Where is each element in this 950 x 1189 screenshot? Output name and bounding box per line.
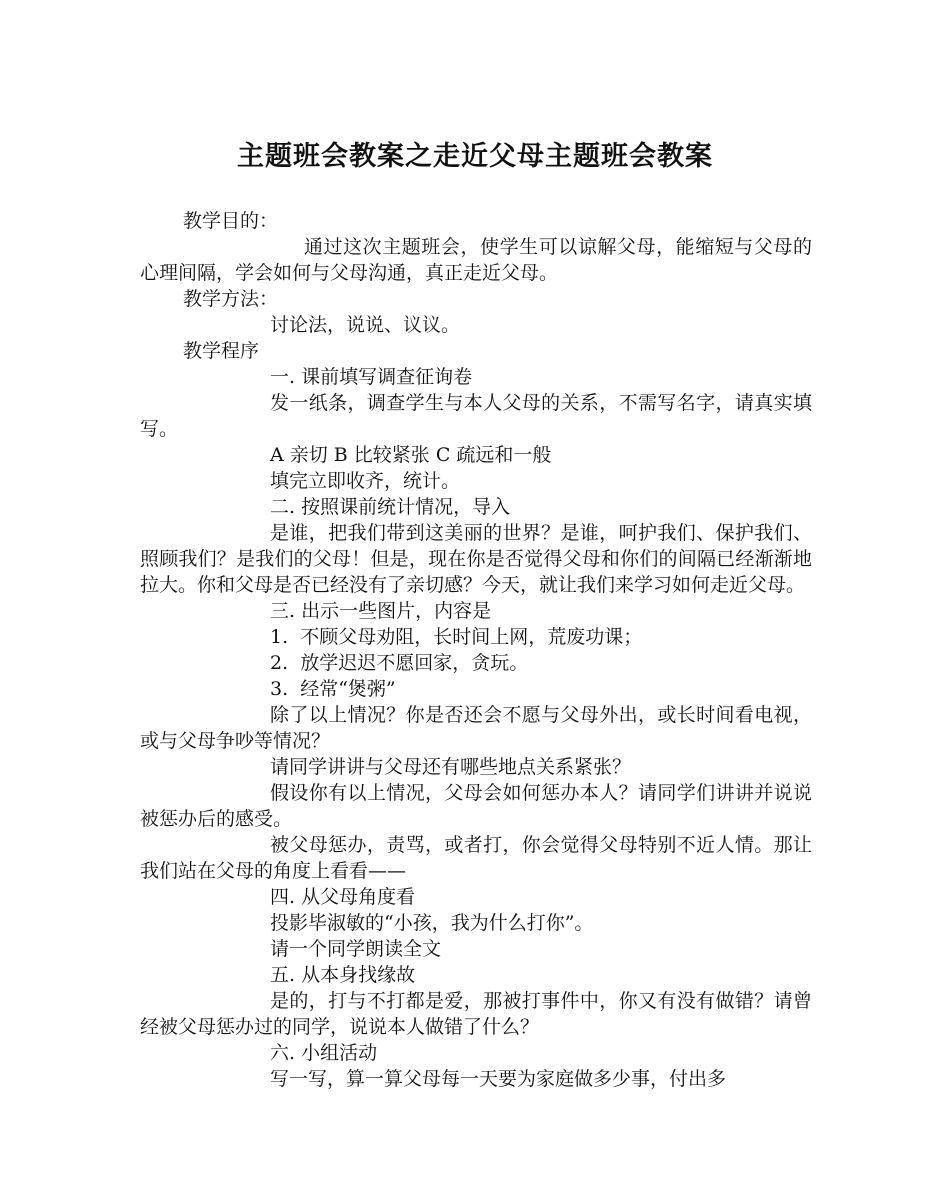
- paragraph-methods: 讨论法，说说、议议。: [270, 314, 461, 336]
- paragraph: 请同学讲讲与父母还有哪些地点关系紧张？: [270, 756, 632, 778]
- paragraph: 填完立即收齐，统计。: [270, 470, 461, 492]
- paragraph-objectives: 通过这次主题班会，使学生可以谅解父母，能缩短与父母的心理间隔，学会如何与父母沟通，真正走近父母。: [140, 236, 812, 284]
- heading-methods: 教学方法：: [183, 288, 279, 310]
- survey-options: A 亲切 B 比较紧张 C 疏远和一般: [270, 444, 552, 466]
- step-6-heading: 六. 小组活动: [270, 1042, 378, 1064]
- list-item: 3. 经常“煲粥”: [270, 678, 396, 700]
- paragraph: 被父母惩办，责骂，或者打，你会觉得父母特别不近人情。那让我们站在父母的角度上看看——: [140, 834, 812, 882]
- step-4-heading: 四. 从父母角度看: [270, 886, 416, 908]
- step-5-heading: 五. 从本身找缘故: [270, 964, 416, 986]
- heading-objectives: 教学目的：: [183, 210, 279, 232]
- paragraph: 是的，打与不打都是爱，那被打事件中，你又有没有做错？请曾经被父母惩办过的同学，说说本人做错了什么？: [140, 990, 812, 1038]
- paragraph: 请一个同学朗读全文: [270, 938, 442, 960]
- paragraph: 是谁，把我们带到这美丽的世界？是谁，呵护我们、保护我们、照顾我们？是我们的父母！但是，现在你是否觉得父母和你们的间隔已经渐渐地拉大。你和父母是否已经没有了亲切感？今天，就让我们来学习如何走近父母。: [140, 522, 812, 596]
- step-2-heading: 二. 按照课前统计情况，导入: [270, 496, 511, 518]
- step-1-heading: 一. 课前填写调查征询卷: [270, 366, 473, 388]
- paragraph: 除了以上情况？你是否还会不愿与父母外出，或长时间看电视，或与父母争吵等情况？: [140, 704, 812, 752]
- document-title: 主题班会教案之走近父母主题班会教案: [237, 141, 713, 172]
- paragraph: 投影毕淑敏的“小孩，我为什么打你”。: [270, 912, 594, 934]
- list-item: 1. 不顾父母劝阻，长时间上网，荒废功课；: [270, 626, 643, 648]
- list-item: 2. 放学迟迟不愿回家，贪玩。: [270, 652, 529, 674]
- paragraph: 写一写，算一算父母每一天要为家庭做多少事，付出多: [270, 1068, 727, 1090]
- heading-procedure: 教学程序: [183, 340, 260, 362]
- paragraph: 假设你有以上情况，父母会如何惩办本人？请同学们讲讲并说说被惩办后的感受。: [140, 782, 812, 830]
- document-body: [140, 208, 812, 1092]
- step-3-heading: 三. 出示一些图片，内容是: [270, 600, 492, 622]
- paragraph: 发一纸条，调查学生与本人父母的关系，不需写名字，请真实填写。: [140, 392, 812, 440]
